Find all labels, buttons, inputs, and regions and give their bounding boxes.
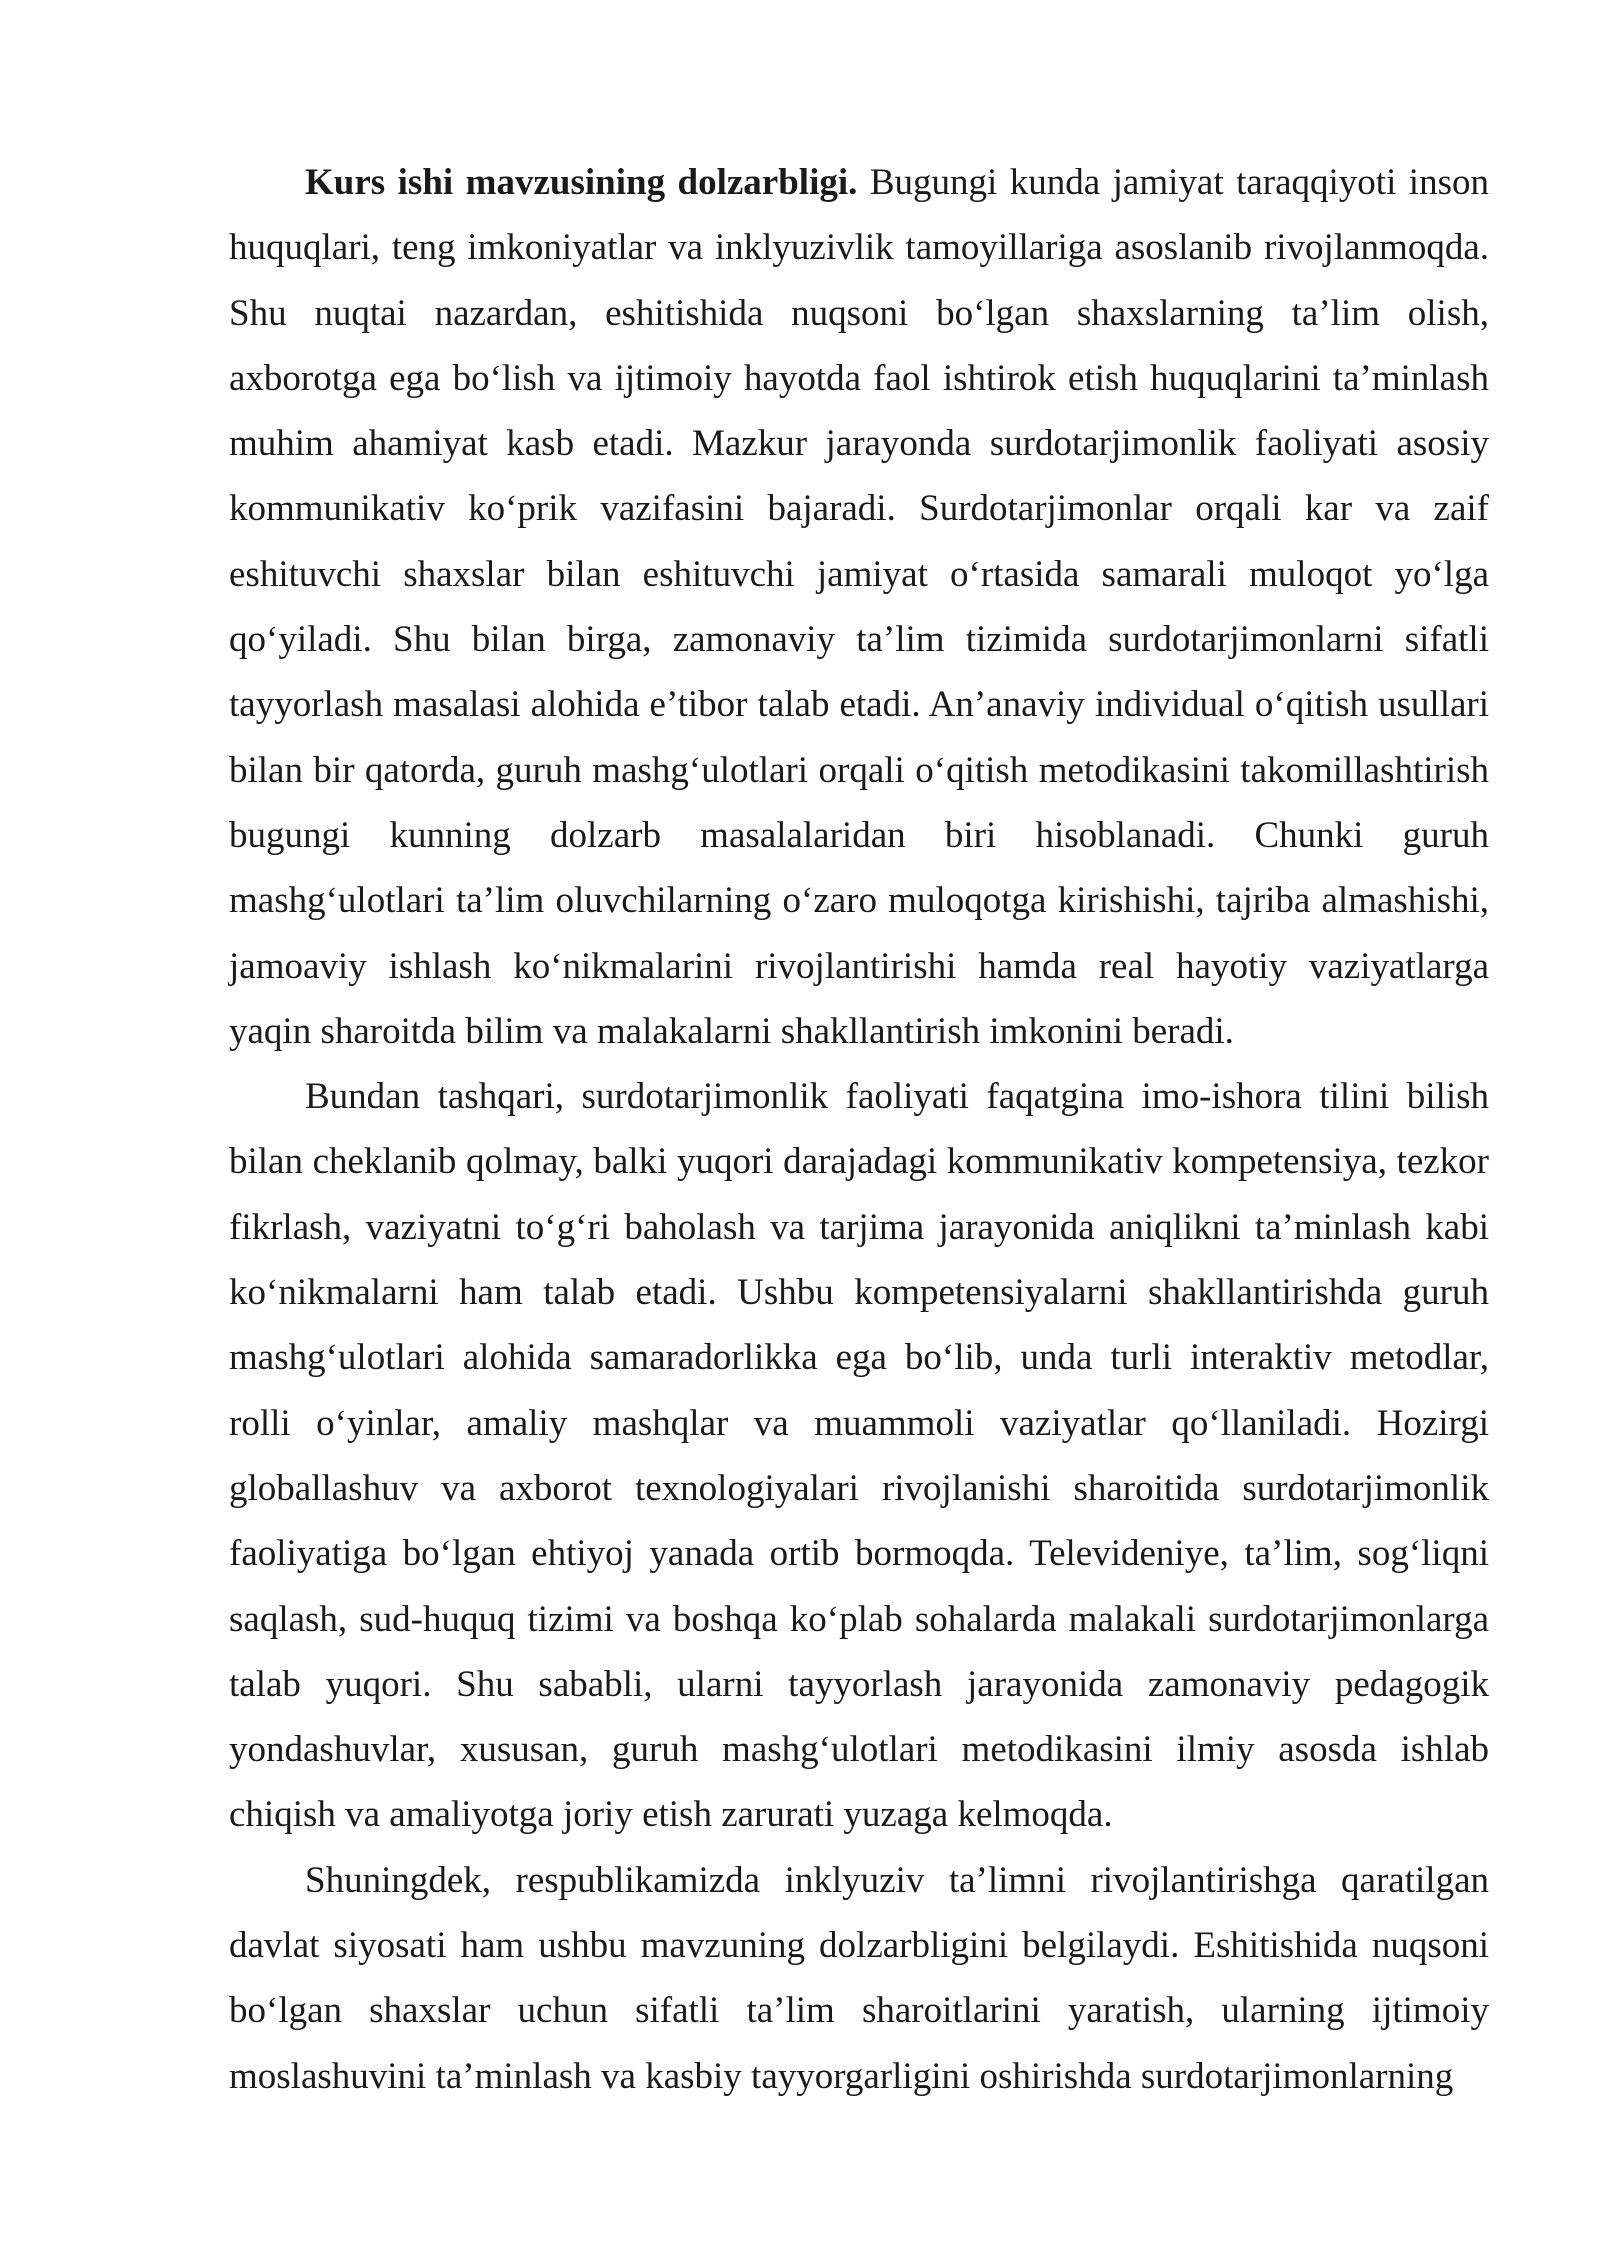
paragraph-relevance — [229, 150, 1489, 1064]
section-heading: Kurs ishi mavzusining dolzarbligi. — [305, 162, 858, 203]
paragraph-text: Bundan tashqari, surdotarjimonlik faoliyati faqatgina imo-ishora tilini bilish bilan cheklanib qolmay, balki yuqori darajadagi kommunikativ kompetensiya, tezkor fikrlash, vaziyatni to‘g‘ri baholash va tarjima jarayonida aniqlikni ta’minlash kabi ko‘nikmalarni ham talab etadi. Ushbu kompetensiyalarni shakllantirishda guruh mashg‘ulotlari alohida samaradorlikka ega bo‘lib, unda turli interaktiv metodlar, rolli o‘yinlar, amaliy mashqlar va muammoli vaziyatlar qo‘llaniladi. Hozirgi globallashuv va axborot texnologiyalari rivojlanishi sharoitida surdotarjimonlik faoliyatiga bo‘lgan ehtiyoj yanada ortib bormoqda. Televideniye, ta’lim, sog‘liqni saqlash, sud-huquq tizimi va boshqa ko‘plab sohalarda malakali surdotarjimonlarga talab yuqori. Shu sababli, ularni tayyorlash jarayonida zamonaviy pedagogik yondashuvlar, xususan, guruh mashg‘ulotlari metodikasini ilmiy asosda ishlab chiqish va amaliyotga joriy etish zarurati yuzaga kelmoqda. — [229, 1076, 1489, 1836]
document-body — [229, 150, 1489, 2109]
paragraph-competencies — [229, 1064, 1489, 1848]
paragraph-inclusive-policy — [229, 1848, 1489, 2109]
paragraph-text: Shuningdek, respublikamizda inklyuziv ta’limni rivojlantirishga qaratilgan davlat siyosati ham ushbu mavzuning dolzarbligini belgilaydi. Eshitishida nuqsoni bo‘lgan shaxslar uchun sifatli ta’lim sharoitlarini yaratish, ularning ijtimoiy moslashuvini ta’minlash va kasbiy tayyorgarligini oshirishda surdotarjimonlarning — [229, 1859, 1489, 2097]
paragraph-text: Bugungi kunda jamiyat taraqqiyoti inson huquqlari, teng imkoniyatlar va inklyuzivlik tamoyillariga asoslanib rivojlanmoqda. Shu nuqtai nazardan, eshitishida nuqsoni bo‘lgan shaxslarning ta’lim olish, axborotga ega bo‘lish va ijtimoiy hayotda faol ishtirok etish huquqlarini ta’minlash muhim ahamiyat kasb etadi. Mazkur jarayonda surdotarjimonlik faoliyati asosiy kommunikativ ko‘prik vazifasini bajaradi. Surdotarjimonlar orqali kar va zaif eshituvchi shaxslar bilan eshituvchi jamiyat o‘rtasida samarali muloqot yo‘lga qo‘yiladi. Shu bilan birga, zamonaviy ta’lim tizimida surdotarjimonlarni sifatli tayyorlash masalasi alohida e’tibor talab etadi. An’anaviy individual o‘qitish usullari bilan bir qatorda, guruh mashg‘ulotlari orqali o‘qitish metodikasini takomillashtirish bugungi kunning dolzarb masalalaridan biri hisoblanadi. Chunki guruh mashg‘ulotlari ta’lim oluvchilarning o‘zaro muloqotga kirishishi, tajriba almashishi, jamoaviy ishlash ko‘nikmalarini rivojlantirishi hamda real hayotiy vaziyatlarga yaqin sharoitda bilim va malakalarni shakllantirish imkonini beradi. — [229, 162, 1489, 1052]
